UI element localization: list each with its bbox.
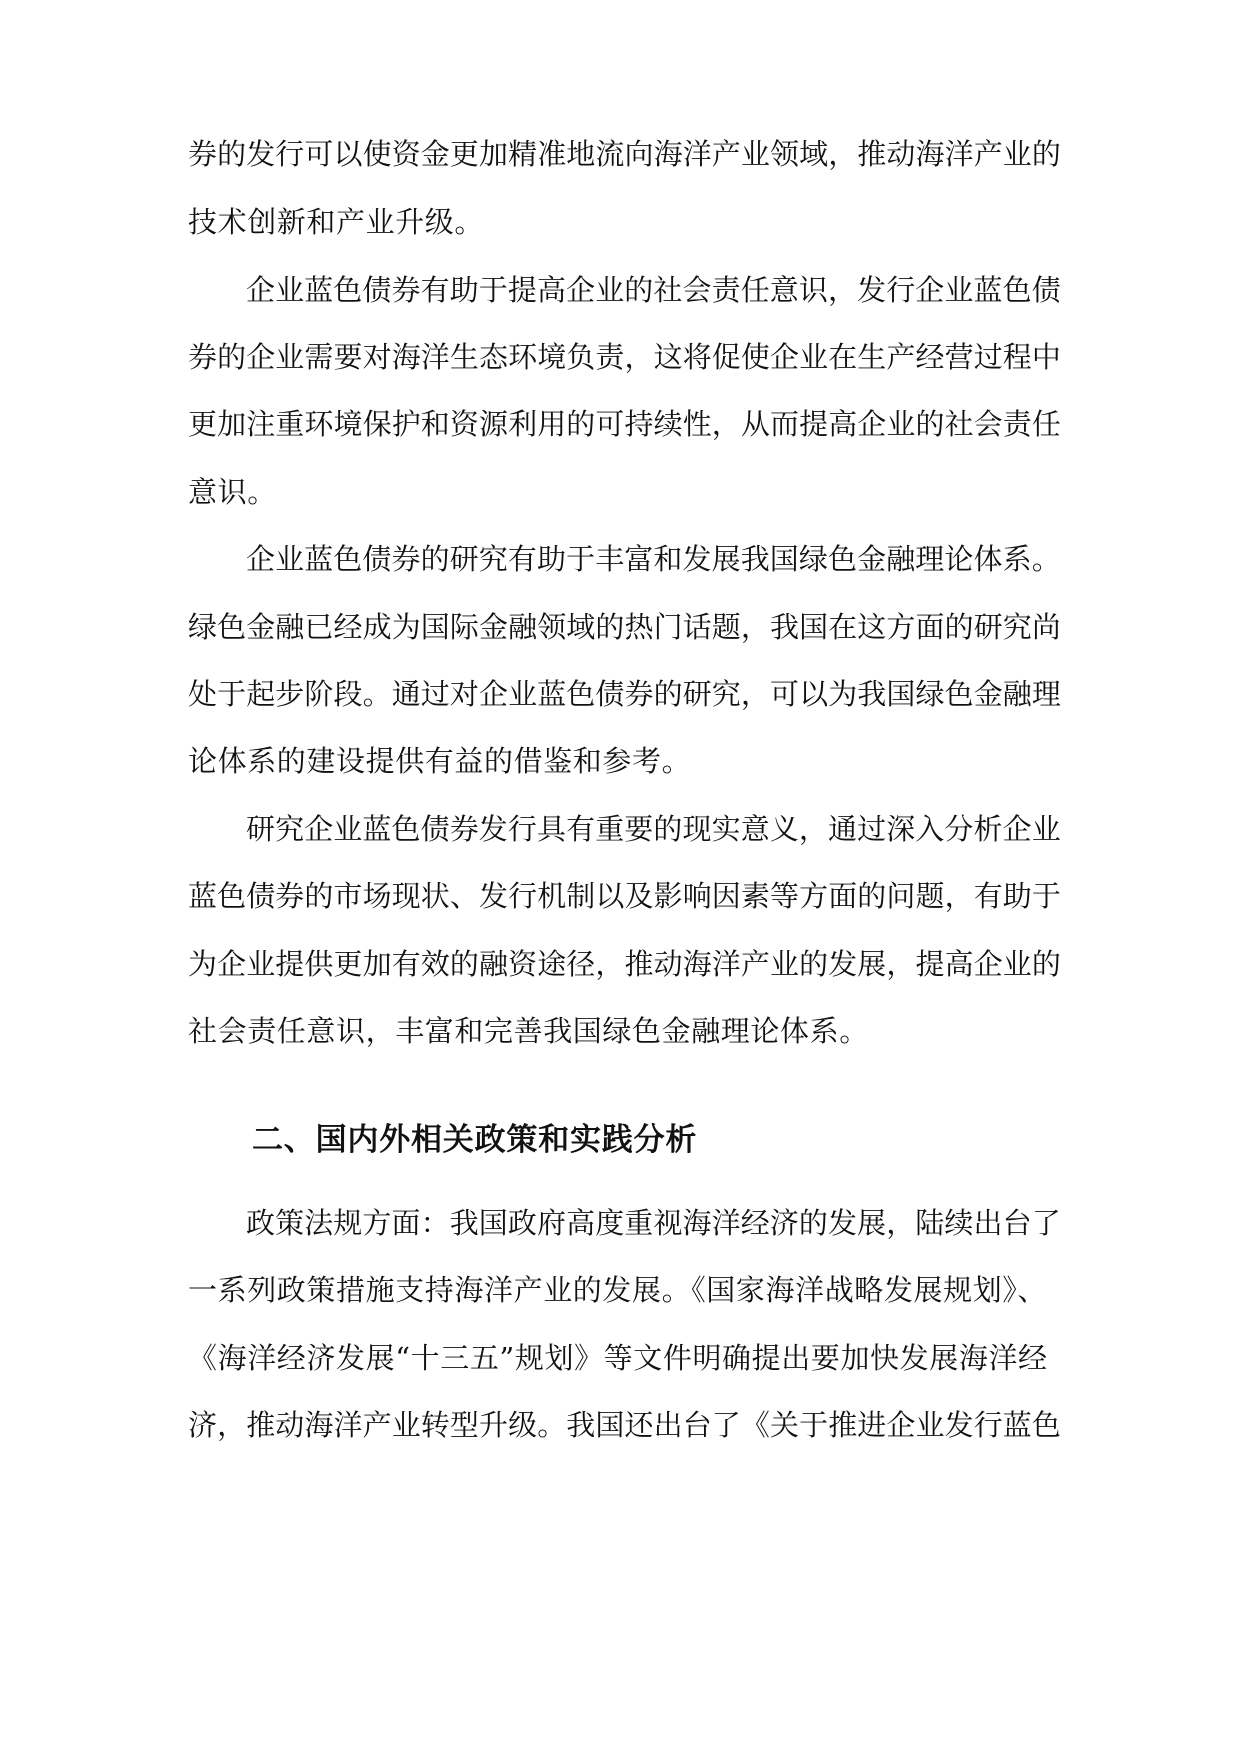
- paragraph-line: 绿色金融已经成为国际金融领域的热门话题，我国在这方面的研究尚: [188, 610, 1062, 644]
- paragraph-line: 券的企业需要对海洋生态环境负责，这将促使企业在生产经营过程中: [188, 340, 1062, 374]
- paragraph-line: 蓝色债券的市场现状、发行机制以及影响因素等方面的问题，有助于: [188, 879, 1062, 913]
- paragraph-line: 为企业提供更加有效的融资途径，推动海洋产业的发展，提高企业的: [188, 947, 1062, 981]
- paragraph-line: 券的发行可以使资金更加精准地流向海洋产业领域，推动海洋产业的: [188, 137, 1062, 171]
- paragraph-line: 济，推动海洋产业转型升级。我国还出台了《关于推进企业发行蓝色: [188, 1408, 1062, 1442]
- paragraph-line: 一系列政策措施支持海洋产业的发展。《国家海洋战略发展规划》、: [188, 1273, 1048, 1307]
- paragraph-line: 论体系的建设提供有益的借鉴和参考。: [188, 744, 692, 778]
- section-heading: 二、国内外相关政策和实践分析: [252, 1122, 698, 1158]
- paragraph-line: 意识。: [188, 475, 277, 509]
- paragraph-line: 企业蓝色债券有助于提高企业的社会责任意识，发行企业蓝色债: [246, 273, 1061, 307]
- paragraph-line: 《海洋经济发展“十三五”规划》等文件明确提出要加快发展海洋经: [188, 1341, 1048, 1375]
- paragraph-line: 企业蓝色债券的研究有助于丰富和发展我国绿色金融理论体系。: [246, 542, 1061, 576]
- paragraph-line: 技术创新和产业升级。: [188, 205, 485, 239]
- paragraph-line: 研究企业蓝色债券发行具有重要的现实意义，通过深入分析企业: [246, 812, 1061, 846]
- paragraph-line: 政策法规方面：我国政府高度重视海洋经济的发展，陆续出台了: [246, 1206, 1061, 1240]
- paragraph-line: 更加注重环境保护和资源利用的可持续性，从而提高企业的社会责任: [188, 407, 1062, 441]
- paragraph-line: 社会责任意识，丰富和完善我国绿色金融理论体系。: [188, 1014, 869, 1048]
- paragraph-line: 处于起步阶段。通过对企业蓝色债券的研究，可以为我国绿色金融理: [188, 677, 1062, 711]
